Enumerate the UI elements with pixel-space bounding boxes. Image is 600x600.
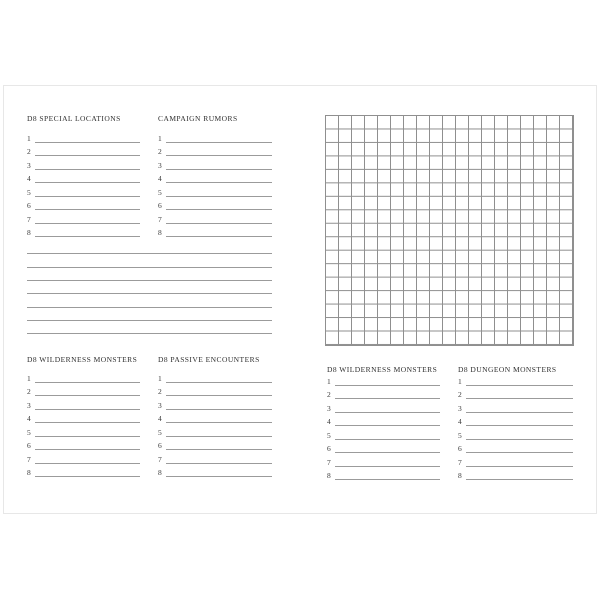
list-dungeon-monsters [458,365,573,482]
entry-number: 7 [158,214,162,224]
entry-number: 1 [27,373,31,383]
graph-paper-grid [325,115,574,346]
list-rows [27,131,140,239]
entry-blank-line [166,449,272,450]
entry-blank-line [166,463,272,464]
list-row [327,428,440,442]
entry-number: 4 [27,414,31,423]
entry-number: 7 [27,214,31,224]
entry-blank-line [335,479,440,480]
list-row [27,425,140,439]
list-row [158,371,272,385]
list-row [27,226,140,240]
entry-blank-line [35,422,140,423]
entry-blank-line [335,412,440,413]
entry-blank-line [166,382,272,383]
list-wilderness-monsters-right [327,365,440,482]
entry-number: 5 [27,427,31,437]
list-row [158,398,272,412]
list-row [27,412,140,426]
entry-number: 6 [158,201,162,210]
list-row [158,466,272,480]
list-title-wilderness-monsters-right: D8 WILDERNESS MONSTERS [327,365,438,374]
list-row [458,469,573,483]
list-row [158,131,272,145]
list-row [458,388,573,402]
list-row [158,212,272,226]
list-row [158,172,272,186]
list-row [158,439,272,453]
entry-blank-line [166,236,272,237]
note-line [27,294,272,307]
list-row [458,442,573,456]
entry-blank-line [166,422,272,423]
entry-blank-line [466,479,573,480]
list-row [327,415,440,429]
list-row [458,374,573,388]
entry-blank-line [166,142,272,143]
entry-blank-line [166,196,272,197]
list-row [458,455,573,469]
entry-number: 6 [327,444,331,453]
list-title-dungeon-monsters: D8 DUNGEON MONSTERS [458,365,557,374]
list-wilderness-monsters-left [27,355,140,479]
list-title-passive-encounters: D8 PASSIVE ENCOUNTERS [158,355,260,364]
list-passive-encounters [158,355,272,479]
entry-blank-line [35,382,140,383]
entry-number: 3 [458,403,462,413]
entry-number: 5 [158,427,162,437]
entry-number: 2 [27,147,31,156]
entry-number: 2 [327,390,331,399]
list-row [27,385,140,399]
entry-number: 2 [27,387,31,396]
entry-blank-line [335,385,440,386]
entry-blank-line [166,182,272,183]
entry-number: 4 [158,174,162,183]
list-row [458,428,573,442]
list-row [158,385,272,399]
entry-blank-line [35,196,140,197]
note-line [27,281,272,294]
entry-blank-line [35,409,140,410]
list-row [158,145,272,159]
entry-blank-line [35,223,140,224]
page-sheet [3,85,597,514]
list-row [327,455,440,469]
entry-number: 8 [458,471,462,480]
entry-number: 8 [27,228,31,237]
entry-number: 6 [27,441,31,450]
list-rows [158,131,272,239]
list-row [327,374,440,388]
list-row [27,172,140,186]
entry-number: 3 [158,160,162,170]
entry-blank-line [35,236,140,237]
entry-blank-line [35,463,140,464]
entry-blank-line [466,425,573,426]
entry-number: 4 [158,414,162,423]
entry-number: 1 [458,376,462,386]
list-row [27,398,140,412]
entry-number: 8 [158,468,162,477]
list-row [158,158,272,172]
entry-blank-line [335,425,440,426]
entry-blank-line [335,398,440,399]
list-row [27,212,140,226]
entry-number: 1 [327,376,331,386]
list-row [158,199,272,213]
entry-number: 6 [158,441,162,450]
entry-blank-line [35,155,140,156]
list-row [158,226,272,240]
list-rows [158,371,272,479]
entry-number: 1 [27,133,31,143]
entry-number: 5 [327,430,331,440]
entry-number: 7 [27,454,31,464]
entry-number: 7 [158,454,162,464]
entry-blank-line [35,476,140,477]
entry-number: 1 [158,373,162,383]
list-row [27,371,140,385]
list-row [327,401,440,415]
entry-number: 6 [27,201,31,210]
entry-blank-line [466,412,573,413]
list-row [27,145,140,159]
entry-blank-line [166,476,272,477]
list-row [27,131,140,145]
entry-blank-line [466,385,573,386]
note-line [27,308,272,321]
entry-blank-line [466,439,573,440]
entry-blank-line [466,398,573,399]
entry-number: 2 [458,390,462,399]
entry-blank-line [166,169,272,170]
entry-blank-line [35,169,140,170]
list-row [327,442,440,456]
entry-blank-line [35,209,140,210]
entry-number: 3 [27,160,31,170]
entry-number: 8 [158,228,162,237]
entry-blank-line [166,155,272,156]
list-row [27,439,140,453]
entry-blank-line [166,436,272,437]
list-rows [327,374,440,482]
entry-blank-line [166,209,272,210]
entry-blank-line [35,449,140,450]
entry-blank-line [166,223,272,224]
note-line [27,254,272,267]
notes-ruled-lines [27,241,272,334]
entry-blank-line [335,466,440,467]
entry-blank-line [35,142,140,143]
entry-number: 7 [458,457,462,467]
entry-number: 5 [458,430,462,440]
list-title-special-locations: D8 SPECIAL LOCATIONS [27,114,121,123]
list-row [327,388,440,402]
list-rows [458,374,573,482]
list-row [27,199,140,213]
list-title-campaign-rumors: CAMPAIGN RUMORS [158,114,238,123]
entry-blank-line [35,395,140,396]
list-row [458,401,573,415]
entry-number: 5 [27,187,31,197]
entry-number: 3 [158,400,162,410]
entry-blank-line [466,466,573,467]
entry-blank-line [335,439,440,440]
list-row [327,469,440,483]
entry-number: 2 [158,387,162,396]
list-row [27,158,140,172]
entry-number: 5 [158,187,162,197]
entry-number: 4 [327,417,331,426]
list-row [27,466,140,480]
list-special-locations [27,114,140,239]
entry-number: 8 [27,468,31,477]
entry-number: 3 [327,403,331,413]
entry-number: 8 [327,471,331,480]
entry-blank-line [166,395,272,396]
entry-blank-line [166,409,272,410]
list-row [27,452,140,466]
note-line [27,268,272,281]
entry-blank-line [466,452,573,453]
entry-number: 4 [27,174,31,183]
list-rows [27,371,140,479]
list-title-wilderness-monsters: D8 WILDERNESS MONSTERS [27,355,138,364]
list-row [158,425,272,439]
entry-number: 3 [27,400,31,410]
note-line [27,321,272,334]
entry-number: 4 [458,417,462,426]
entry-number: 6 [458,444,462,453]
list-row [158,412,272,426]
list-row [158,185,272,199]
entry-blank-line [35,436,140,437]
list-campaign-rumors [158,114,272,239]
entry-number: 7 [327,457,331,467]
entry-blank-line [35,182,140,183]
entry-number: 2 [158,147,162,156]
list-row [158,452,272,466]
entry-blank-line [335,452,440,453]
note-line [27,241,272,254]
entry-number: 1 [158,133,162,143]
list-row [458,415,573,429]
list-row [27,185,140,199]
